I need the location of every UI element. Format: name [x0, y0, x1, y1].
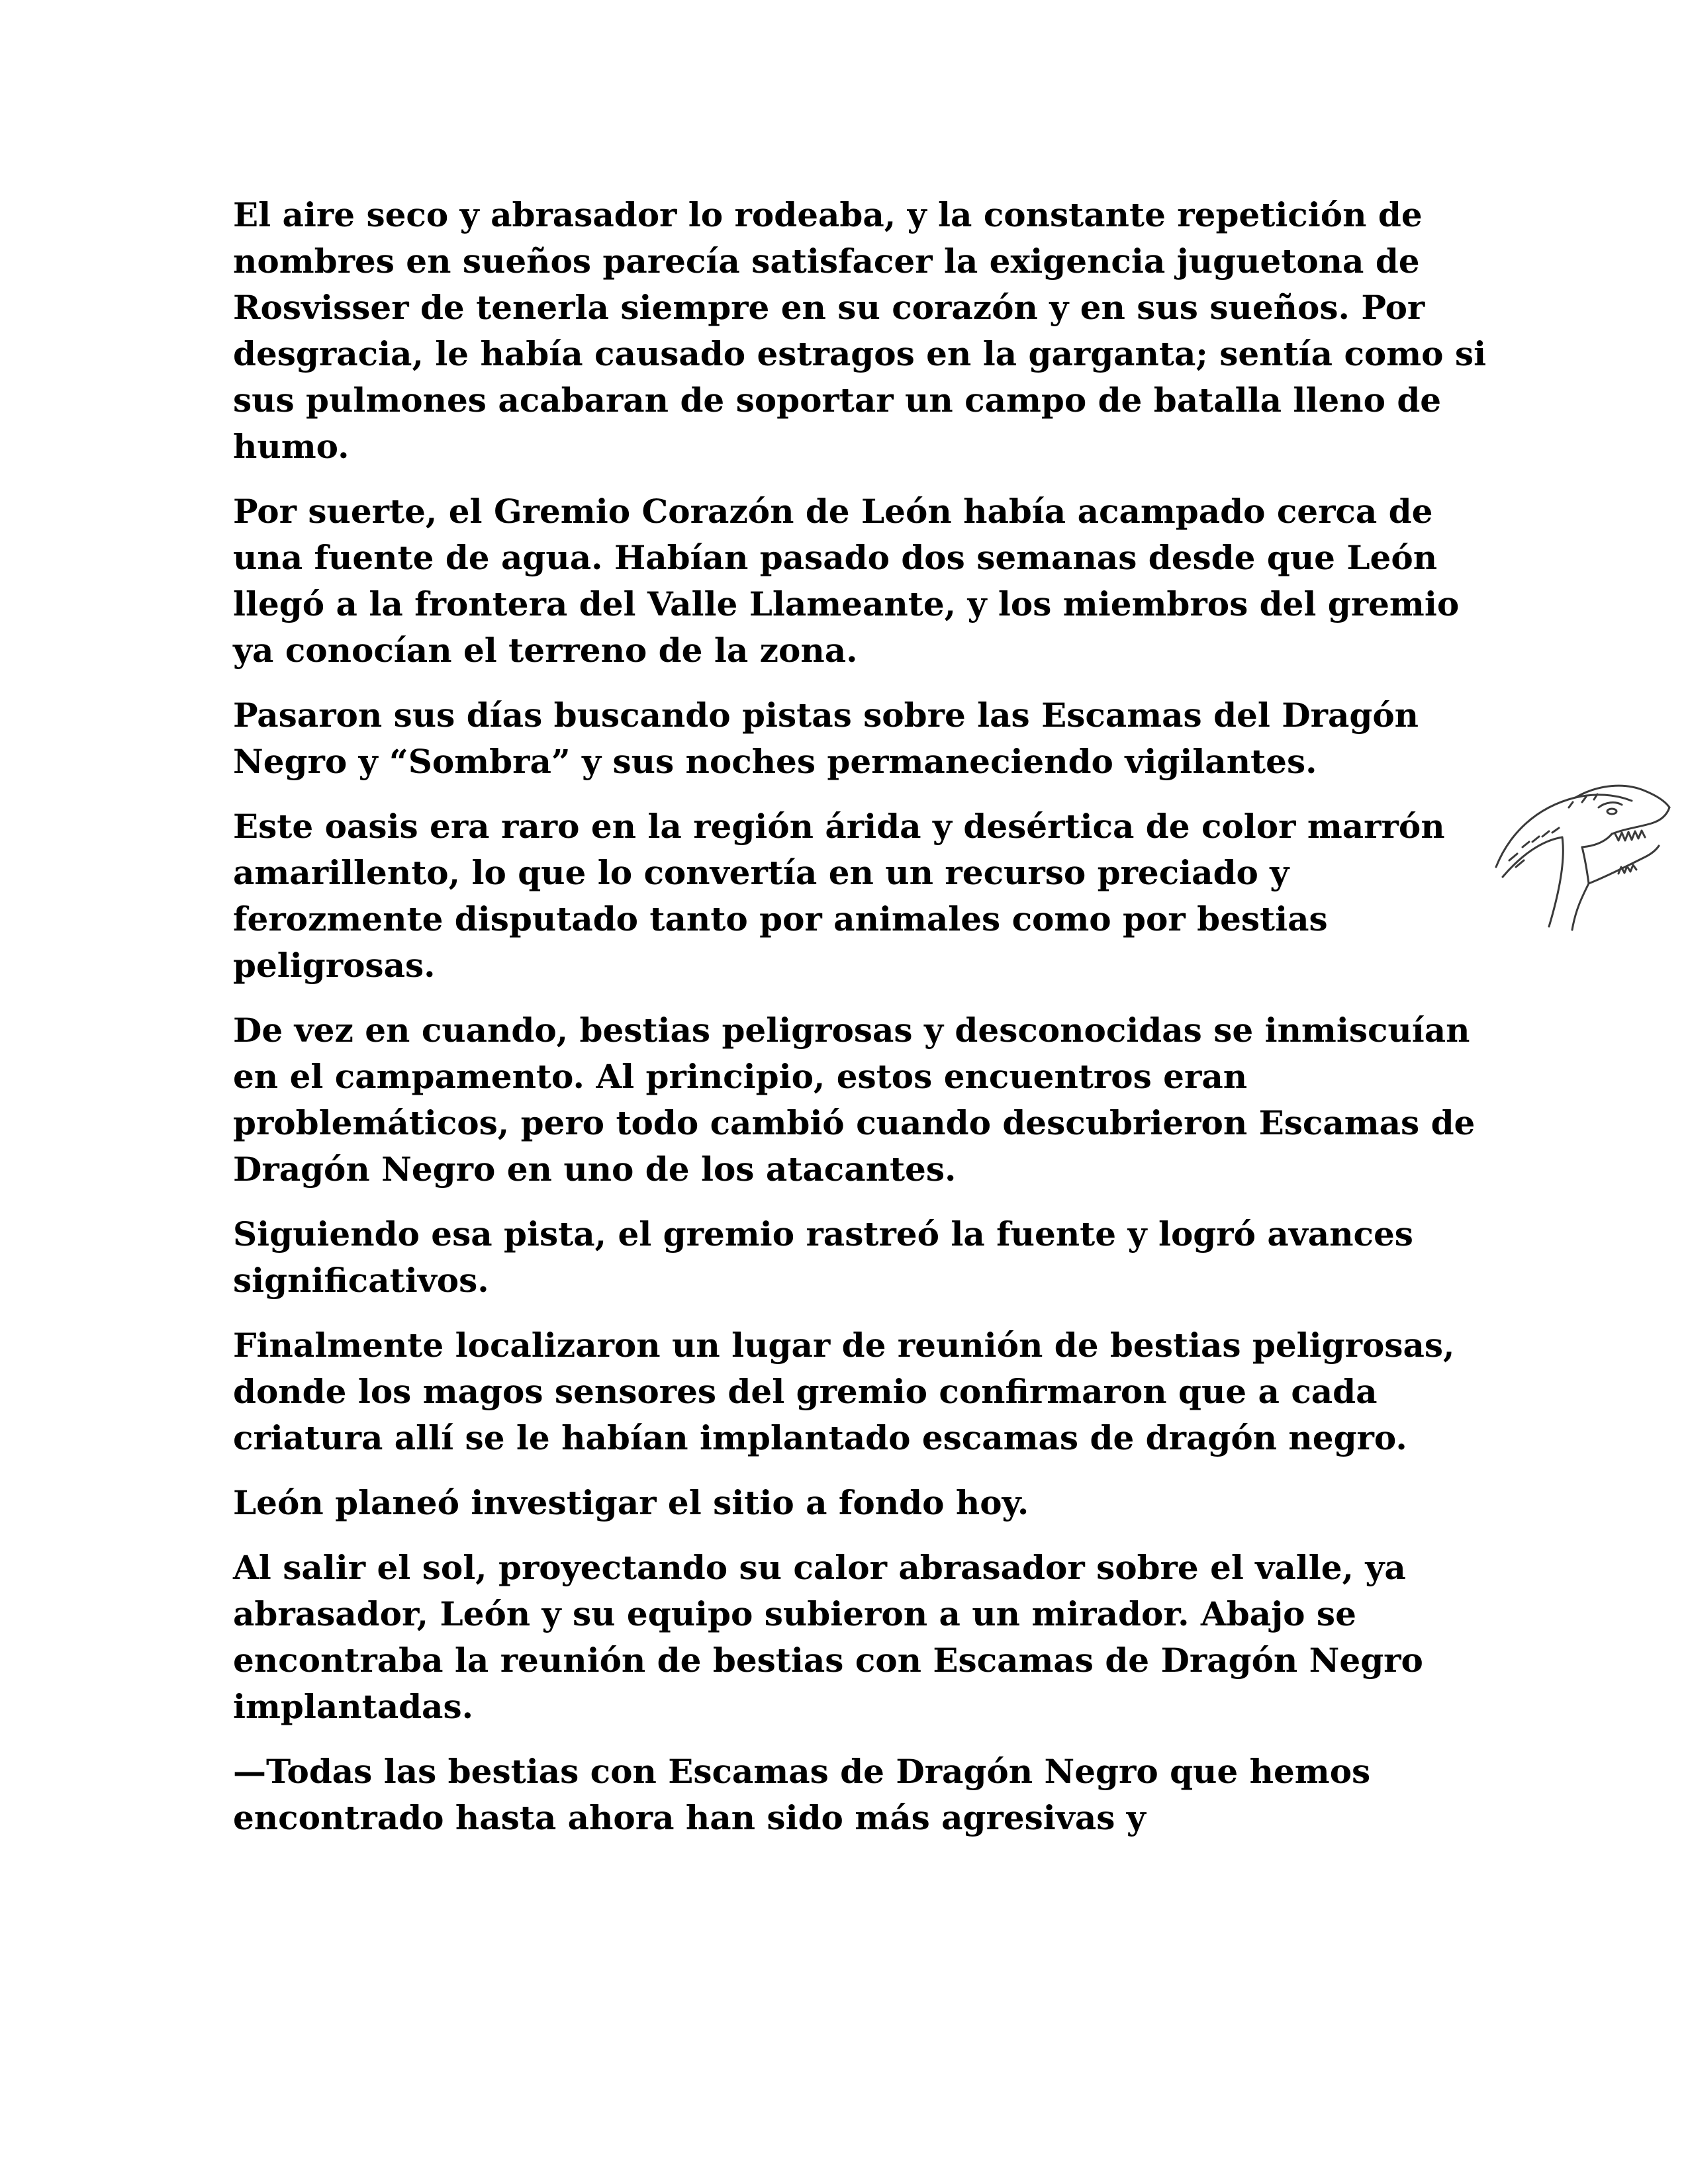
paragraph-6: Siguiendo esa pista, el gremio rastreó la fuente y logró avances significativos.	[233, 1214, 1413, 1300]
paragraph-5: De vez en cuando, bestias peligrosas y desconocidas se inmiscuían en el campamento. Al principio, estos encuentros eran problemáticos, pero todo cambió cuando descubrieron Escamas de Dragón Negro en uno de los atacantes.	[233, 1011, 1476, 1189]
paragraph-3: Pasaron sus días buscando pistas sobre las Escamas del Dragón Negro y “Sombra” y sus noches permaneciendo vigilantes.	[233, 696, 1419, 781]
paragraph-1: El aire seco y abrasador lo rodeaba, y la constante repetición de nombres en sueños parecía satisfacer la exigencia juguetona de Rosvisser de tenerla siempre en su corazón y en sus sueños. Por desgracia, le había causado estragos en la garganta; sentía como si sus pulmones acabaran de soportar un campo de batalla lleno de humo.	[233, 195, 1487, 466]
paragraph-9: Al salir el sol, proyectando su calor abrasador sobre el valle, ya abrasador, León y su equipo subieron a un mirador. Abajo se encontraba la reunión de bestias con Escamas de Dragón Negro implantadas.	[233, 1548, 1423, 1726]
paragraph-7: Finalmente localizaron un lugar de reunión de bestias peligrosas, donde los magos sensores del gremio confirmaron que a cada criatura allí se le habían implantado escamas de dragón negro.	[233, 1326, 1455, 1457]
paragraph-10: —Todas las bestias con Escamas de Dragón Negro que hemos encontrado hasta ahora han sido más agresivas y	[233, 1752, 1371, 1837]
body-text	[233, 192, 1491, 1860]
dinosaur-sketch-icon	[1483, 768, 1675, 933]
paragraph-2: Por suerte, el Gremio Corazón de León había acampado cerca de una fuente de agua. Habían pasado dos semanas desde que León llegó a la frontera del Valle Llameante, y los miembros del gremio ya conocían el terreno de la zona.	[233, 492, 1460, 670]
paragraph-8: León planeó investigar el sitio a fondo hoy.	[233, 1483, 1029, 1522]
paragraph-4: Este oasis era raro en la región árida y desértica de color marrón amarillento, lo que lo convertía en un recurso preciado y ferozmente disputado tanto por animales como por bestias peligrosas.	[233, 807, 1445, 985]
